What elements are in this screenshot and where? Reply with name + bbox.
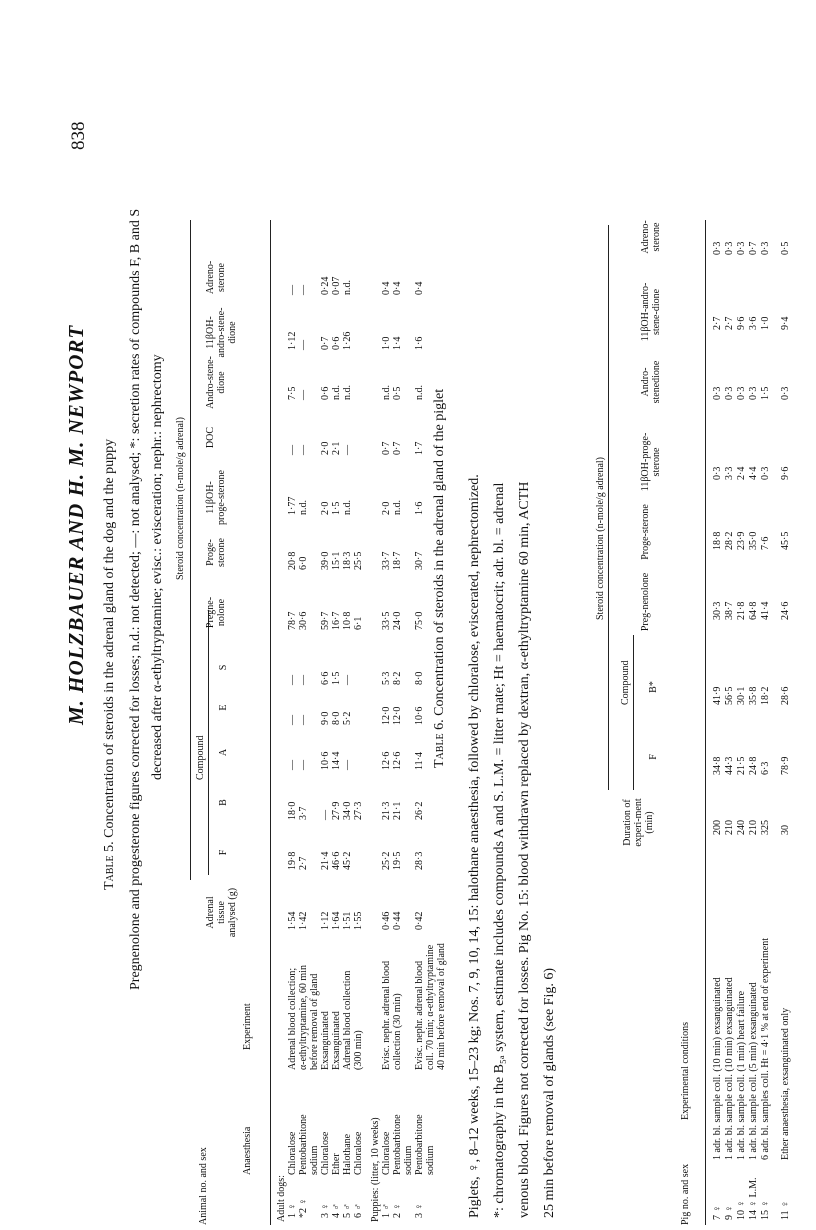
t5-anaesthesia: Ether [331,1153,342,1175]
t6-conditions: 1 adr. bl. sample coll. (10 min) exsanguinated [712,977,723,1160]
t6-cell: 44·3 [724,756,735,775]
t5-header-rule [270,220,271,1225]
t5-cell: 14·4 [331,751,342,770]
t5-cell: 26·2 [414,801,425,820]
t5-cell: 18·0 [287,801,298,820]
table6-note-line4: 25 min before removal of glands (see Fig. 6) [542,968,557,1218]
t5-experiment: Adrenal blood collection; [287,967,298,1070]
t6-cell: 28·6 [780,686,791,705]
t5-cell: — [298,715,309,725]
t5-col-tissue: Adrenal tissue analysed (g) [205,887,238,938]
t5-col-experiment: Experiment [242,1003,253,1050]
t6-pig: 7 ♀ [712,1205,723,1220]
t5-cell: 18·3 [342,551,353,570]
t5-cell: 25·5 [353,551,364,570]
t6-cell: 0·3 [712,241,723,255]
t5-cell: 2·7 [298,856,309,870]
t5-animal-id: *2 ♀ [298,1198,309,1218]
t5-cell: 1·4 [392,336,403,350]
t5-cell: 39·0 [320,551,331,570]
t6-conditions: Ether anaesthesia, exsanguinated only [780,1007,791,1160]
t5-cell: 2·1 [331,441,342,455]
t5-cell: n.d. [298,500,309,515]
t6-col-conditions: Experimental conditions [680,1021,691,1120]
t5-cell: 5·2 [342,711,353,725]
t5-col-steroid: E [218,704,229,711]
t6-col-steroid: Proge-sterone [640,504,651,560]
table5-caption: Table 5. Concentration of steroids in the adrenal gland of the dog and the puppy [102,438,117,890]
t5-cell: 10·6 [320,751,331,770]
t5-anaesthesia: Chloralose [381,1131,392,1175]
t6-pig: 14 ♀ L.M. [748,1177,759,1220]
t6-steroid-group-header: Steroid concentration (n-mole/g adrenal) [595,457,606,620]
t5-col-steroid: 11βOH-proge-sterone [205,470,227,525]
t5-col-steroid: Andro-stene-dione [205,356,227,409]
t5-anaesthesia: sodium [425,1145,436,1175]
table6-note-line1: Piglets, ♀, 8–12 weeks, 15–23 kg; Nos. 7, 9, 10, 14, 15: halothane anaesthesia, followed by chloralose, eviscerated, nephrectomized. [467,474,482,1218]
t5-experiment: α-ethyltryptamine, 60 min [298,965,309,1070]
t5-cell: 30·6 [298,611,309,630]
t5-cell: 16·7 [331,611,342,630]
t5-anaesthesia: Chloralose [353,1131,364,1175]
t5-group-title: Adult dogs: [276,1175,287,1222]
t6-col-duration: Duration of experi-ment (min) [622,798,655,847]
t5-cell: — [287,715,298,725]
t5-cell: — [298,285,309,295]
t6-cell: 0·3 [760,241,771,255]
t5-cell: 1·12 [287,331,298,350]
t6-col-steroid: F [648,754,659,760]
t6-cell: 56·5 [724,686,735,705]
t6-cell: 18·8 [712,531,723,550]
t5-cell: 15·1 [331,551,342,570]
t5-cell: 2·0 [320,501,331,515]
t6-cell: 9·6 [780,466,791,480]
t5-cell: 0·7 [381,441,392,455]
t5-cell: 12·6 [392,751,403,770]
t5-experiment: Adrenal blood collection [342,970,353,1070]
t5-cell: 8·2 [392,671,403,685]
t5-cell: 28·3 [414,851,425,870]
t5-cell: 33·7 [381,551,392,570]
t5-tissue: 0·44 [392,911,403,930]
t5-experiment: Exsanguinated [320,1011,331,1070]
t6-conditions: 1 adr. bl. sample coll. (5 min) exsanguinated [748,982,759,1160]
table5-note-line2: decreased after α-ethyltryptamine; evisc.: evisceration; nephr.: nephrectomy [150,354,165,780]
t6-cell: 45·5 [780,531,791,550]
t5-tissue: 1·12 [320,911,331,930]
t5-cell: n.d. [342,280,353,295]
t6-compound-rule [633,635,634,790]
t6-col-steroid: Preg-nenolone [640,572,651,632]
t6-header-rule [705,220,706,1225]
t5-cell: — [298,760,309,770]
t5-steroid-group-header: Steroid concentration (n-mole/g adrenal) [175,417,186,580]
t5-cell: n.d. [392,500,403,515]
t5-group-title: Puppies: (litter, 10 weeks) [370,1117,381,1222]
t6-conditions: 1 adr. bl. sample coll. (10 min) exsanguinated [724,977,735,1160]
t5-cell: 12·6 [381,751,392,770]
t6-cell: 9·4 [780,316,791,330]
t5-cell: 25·2 [381,851,392,870]
t6-cell: 41·9 [712,686,723,705]
t6-col-pig: Pig no. and sex [680,1163,691,1225]
t5-cell: 27·3 [353,801,364,820]
t6-cell: 0·3 [712,386,723,400]
t5-cell: 0·6 [331,336,342,350]
t5-compound-rule [208,610,209,875]
running-head: M. HOLZBAUER AND H. M. NEWPORT [64,324,88,725]
t5-cell: 12·0 [392,706,403,725]
t5-cell: n.d. [342,385,353,400]
t5-cell: 0·4 [392,281,403,295]
t6-col-steroid: B* [648,681,659,693]
t5-cell: 1·6 [414,336,425,350]
t5-col-anaesthesia: Anaesthesia [242,1126,253,1175]
t5-cell: — [287,445,298,455]
t5-cell: 0·24 [320,276,331,295]
t5-col-steroid: 11βOH-andro-stene-dione [205,307,238,358]
t5-cell: 33·5 [381,611,392,630]
t6-cell: 0·3 [724,241,735,255]
t5-tissue: 1·55 [353,911,364,930]
t5-cell: — [342,675,353,685]
t5-cell: 19·5 [392,851,403,870]
t6-cell: 6·3 [760,761,771,775]
t5-experiment: collection (30 min) [392,993,403,1070]
t6-compound-header: Compound [620,660,631,705]
t6-cell: 30·1 [736,686,747,705]
t5-anaesthesia: Chloralose [320,1131,331,1175]
t6-col-steroid: Adreno-sterone [640,220,662,254]
t6-cell: 9·6 [736,316,747,330]
t5-animal-id: 4 ♂ [331,1203,342,1218]
t6-cell: 3·6 [748,316,759,330]
t5-anaesthesia: Pentobarbitone [298,1114,309,1175]
t5-tissue: 1·64 [331,911,342,930]
t5-cell: 0·7 [392,441,403,455]
t5-tissue: 0·46 [381,911,392,930]
t5-cell: — [298,675,309,685]
t5-experiment: 40 min before removal of gland [436,943,447,1070]
t5-col-steroid: Pregne-nolone [205,596,227,629]
t5-animal-id: 5 ♂ [342,1203,353,1218]
t5-cell: 21·4 [320,851,331,870]
t6-col-steroid: 11βOH-andro-stene-dione [640,282,662,342]
t5-cell: — [342,445,353,455]
t5-col-steroid: Adreno-sterone [205,260,227,295]
t6-cell: 35·8 [748,686,759,705]
t5-cell: 21·3 [381,801,392,820]
t6-cell: 0·3 [736,386,747,400]
t5-cell: 7·5 [287,386,298,400]
t5-cell: 1·0 [381,336,392,350]
t5-animal-id: 3 ♀ [320,1203,331,1218]
t5-anaesthesia: Pentobarbitone [414,1114,425,1175]
t6-cell: 64·8 [748,601,759,620]
t6-cell: 21·5 [736,756,747,775]
t6-cell: 41·4 [760,601,771,620]
t5-cell: 1·5 [331,671,342,685]
t6-conditions: 1 adr. bl. sample coll. (1 min) heart failure [736,990,747,1160]
t5-cell: 12·0 [381,706,392,725]
t5-cell: 78·7 [287,611,298,630]
t5-cell: 0·07 [331,276,342,295]
t6-group-rule [608,225,609,790]
t6-cell: 38·7 [724,601,735,620]
t6-cell: 0·3 [724,386,735,400]
t6-cell: 0·7 [748,241,759,255]
t5-cell: 75·0 [414,611,425,630]
t5-cell: 1·5 [331,501,342,515]
t5-cell: — [287,675,298,685]
t5-col-steroid: Proge-sterone [205,538,227,567]
t5-cell: 8·0 [414,671,425,685]
t5-cell: — [342,760,353,770]
table6-caption: Table 6. Concentration of steroids in the adrenal gland of the piglet [432,388,447,768]
t5-cell: 3·7 [298,806,309,820]
t6-cell: 1·5 [760,386,771,400]
t6-duration: 325 [760,820,771,835]
t6-duration: 240 [736,820,747,835]
t5-col-steroid: B [218,799,229,806]
t6-cell: 35·0 [748,531,759,550]
t6-cell: 0·3 [712,466,723,480]
t6-duration: 210 [748,820,759,835]
t5-cell: 1·26 [342,331,353,350]
t5-animal-id: 1 ♂ [381,1203,392,1218]
t5-cell: 6·6 [320,671,331,685]
t6-cell: 24·6 [780,601,791,620]
t5-anaesthesia: Halothane [342,1133,353,1175]
t5-cell: 24·0 [392,611,403,630]
t5-animal-id: 2 ♀ [392,1203,403,1218]
t6-duration: 200 [712,820,723,835]
table5-note-line1: Pregnenolone and progesterone figures corrected for losses; n.d.: not detected; —: not analysed; *: secretion rates of compounds F, B and S [128,208,143,990]
t5-cell: 20·8 [287,551,298,570]
t5-cell: — [287,760,298,770]
t6-conditions: 6 adr. bl. samples coll. Ht = 4·1 % at end of experiment [760,938,771,1160]
t5-experiment: before removal of gland [309,973,320,1070]
t6-pig: 11 ♀ [780,1200,791,1220]
t5-col-animal: Animal no. and sex [198,1147,209,1225]
t5-cell: 0·7 [320,336,331,350]
t5-animal-id: 6 ♂ [353,1203,364,1218]
t5-cell: n.d. [331,385,342,400]
t6-duration: 30 [780,825,791,835]
t5-cell: 0·5 [392,386,403,400]
t5-cell: — [298,445,309,455]
t5-cell: 11·4 [414,752,425,770]
t5-cell: 30·7 [414,551,425,570]
t6-cell: 21·8 [736,601,747,620]
t5-cell: 18·7 [392,551,403,570]
t5-cell: 1·7 [414,441,425,455]
t6-duration: 210 [724,820,735,835]
t5-col-steroid: DOC [205,426,216,449]
t5-anaesthesia: Chloralose [287,1131,298,1175]
t5-experiment: coll. 70 min; α-ethyltryptamine [425,944,436,1070]
t5-cell: 1·77 [287,496,298,515]
t5-experiment: Evisc. nephr. adrenal blood [381,960,392,1070]
t6-pig: 9 ♀ [724,1205,735,1220]
t6-cell: 0·3 [760,466,771,480]
t5-tissue: 1·54 [287,911,298,930]
t5-compound-header: Compound [195,735,206,780]
t5-cell: 2·0 [381,501,392,515]
t5-animal-id: 3 ♀ [414,1203,425,1218]
t5-anaesthesia: sodium [309,1145,320,1175]
t5-cell: 5·3 [381,671,392,685]
t6-col-steroid: 11βOH-proge-sterone [640,432,662,492]
t6-cell: 0·3 [736,241,747,255]
t5-cell: 1·6 [414,501,425,515]
t5-cell: 10·6 [414,706,425,725]
t6-pig: 15 ♀ [760,1200,771,1220]
t6-cell: 28·2 [724,531,735,550]
t5-tissue: 1·42 [298,911,309,930]
t5-cell: — [298,390,309,400]
t5-cell: 0·6 [320,386,331,400]
t6-cell: 1·0 [760,316,771,330]
t6-cell: 4·4 [748,466,759,480]
t6-cell: 30·3 [712,601,723,620]
t5-cell: 0·4 [381,281,392,295]
t5-col-steroid: A [218,748,229,757]
t5-cell: 6·1 [353,616,364,630]
t5-experiment: Evisc. nephr. adrenal blood [414,960,425,1070]
t5-cell: 59·7 [320,611,331,630]
t5-tissue: 0·42 [414,911,425,930]
page-number: 838 [68,121,89,150]
t6-cell: 18·2 [760,686,771,705]
t5-anaesthesia: Pentobarbitone [392,1114,403,1175]
t5-cell: 46·6 [331,851,342,870]
t5-cell: 19·8 [287,851,298,870]
t5-cell: — [287,285,298,295]
t6-cell: 0·5 [780,241,791,255]
t5-tissue: 1·51 [342,911,353,930]
t5-cell: 21·1 [392,801,403,820]
t5-cell: 2·0 [320,441,331,455]
t5-cell: — [320,810,331,820]
t5-col-steroid: F [218,849,229,856]
t5-cell: 8·0 [331,711,342,725]
t6-cell: 34·8 [712,756,723,775]
t5-animal-id: 1 ♀ [287,1203,298,1218]
t5-cell: 27·9 [331,801,342,820]
t5-cell: 6·0 [298,556,309,570]
t6-cell: 3·3 [724,466,735,480]
table6-note-line2: *: chromatography in the B₅ₐ system, estimate includes compounds A and S. L.M. = litter mate; Ht = haematocrit; adr. bl. = adrenal [492,482,507,1218]
t5-cell: 9·0 [320,711,331,725]
t6-col-steroid: Andro-stenedione [640,360,662,404]
t6-cell: 0·3 [780,386,791,400]
t5-group-rule [190,220,191,880]
t5-cell: n.d. [414,385,425,400]
t5-cell: — [298,340,309,350]
t5-cell: 34·0 [342,801,353,820]
t5-col-steroid: S [218,664,229,671]
t5-anaesthesia: sodium [403,1145,414,1175]
t6-cell: 2·7 [724,316,735,330]
t5-experiment: (300 min) [353,1030,364,1070]
t6-pig: 10 ♀ [736,1200,747,1220]
table6-note-line3: venous blood. Figures not corrected for losses. Pig No. 15: blood withdrawn replaced by dextran, α-ethyltryptamine 60 min, ACTH [517,481,532,1218]
t6-cell: 23·9 [736,531,747,550]
t6-cell: 78·9 [780,756,791,775]
t5-cell: 0·4 [414,281,425,295]
t5-cell: 10·8 [342,611,353,630]
t6-cell: 0·3 [748,386,759,400]
t5-cell: n.d. [342,500,353,515]
t5-cell: n.d. [381,385,392,400]
t6-cell: 7·6 [760,536,771,550]
t6-cell: 2·7 [712,316,723,330]
t6-cell: 24·8 [748,756,759,775]
t6-cell: 2·4 [736,466,747,480]
t5-experiment: Exsanguinated [331,1011,342,1070]
t5-cell: 45·2 [342,851,353,870]
